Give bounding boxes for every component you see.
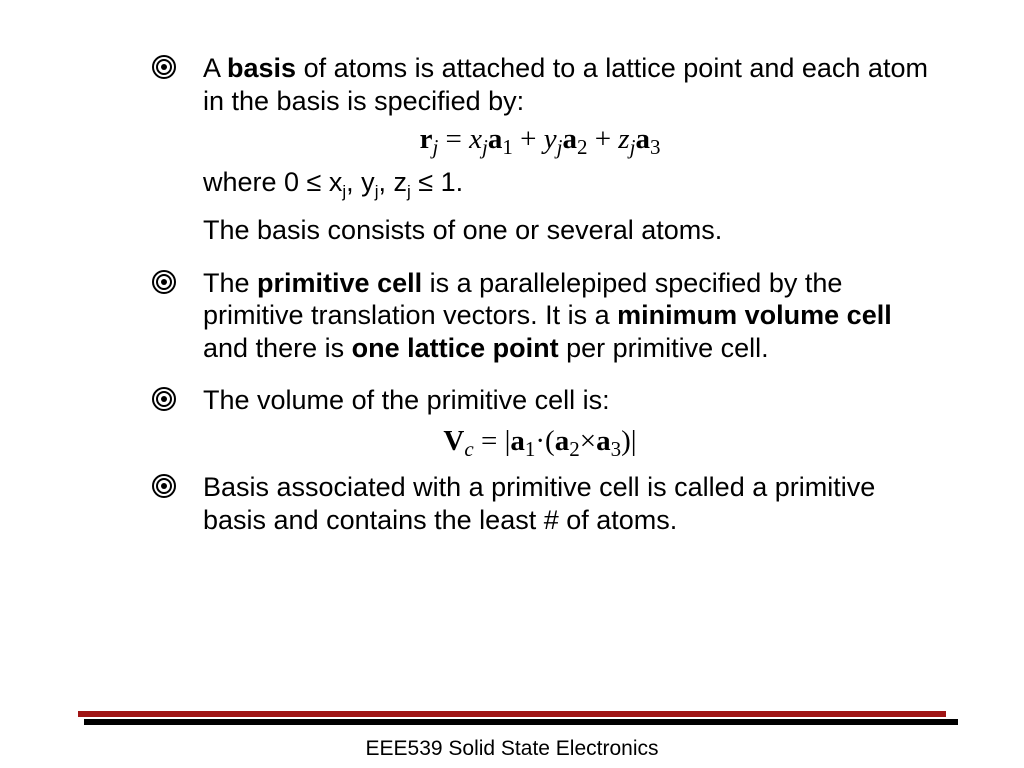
a-vector: a [635, 123, 650, 155]
text: and there is [203, 332, 352, 363]
footer-black-rule [84, 719, 958, 725]
sub-2: 2 [569, 436, 580, 461]
text: per primitive cell. [558, 332, 769, 363]
z-var: z [618, 123, 630, 155]
y-var: y [543, 123, 557, 155]
sub-2: 2 [576, 135, 588, 159]
sub-j: j [342, 181, 347, 201]
where-line [150, 166, 930, 199]
text: , z [378, 166, 407, 197]
left-paren: ( [545, 424, 555, 457]
equation-basis-position [150, 123, 930, 159]
sub-1: 1 [502, 135, 513, 159]
concentric-circle-bullet-icon [150, 268, 178, 296]
a-vector: a [487, 123, 503, 155]
bullet-primitive-cell [150, 267, 930, 365]
plus: + [512, 123, 544, 155]
sub-1: 1 [524, 436, 536, 461]
text: The [203, 267, 258, 298]
dot: · [535, 424, 546, 457]
text: Basis associated with a primitive cell is called a primitive basis and contains the least # of atoms. [203, 472, 876, 535]
a-vector: a [562, 123, 577, 155]
r-vector: r [419, 123, 433, 155]
concentric-circle-bullet-icon [150, 472, 178, 500]
term-basis: basis [227, 53, 297, 83]
text: is a parallelepiped specified by the primitive translation vectors. It is a [203, 267, 843, 330]
equation-cell-volume [150, 424, 930, 461]
slide-content [150, 52, 930, 536]
sub-3: 3 [649, 135, 661, 159]
abs-bar: | [630, 424, 637, 457]
sub-3: 3 [610, 436, 622, 461]
sub-j: j [556, 135, 563, 159]
a-vector: a [596, 424, 611, 457]
bullet-volume [150, 384, 930, 417]
concentric-circle-bullet-icon [150, 385, 178, 413]
text: A [203, 53, 228, 83]
sub-j: j [374, 181, 379, 201]
sub-j: j [482, 135, 488, 159]
term-minimum-volume-cell: minimum volume cell [617, 300, 892, 330]
footer-red-rule [78, 711, 946, 717]
text: ≤ 1. [410, 166, 464, 197]
x-var: x [469, 123, 483, 155]
sub-j: j [629, 135, 636, 159]
V-symbol: V [443, 424, 465, 457]
text: of atoms is attached to a lattice point and each atom in the basis is specified by: [203, 53, 928, 116]
basis-consists-line: The basis consists of one or several atoms. [203, 215, 723, 245]
sub-j: j [406, 181, 411, 201]
text: , y [346, 166, 375, 197]
sub-c: c [464, 436, 474, 461]
plus: + [587, 123, 619, 155]
bullet-primitive-basis [150, 471, 930, 536]
right-paren: ) [621, 424, 631, 457]
equals: = [473, 424, 505, 457]
footer-course-title: EEE539 Solid State Electronics [365, 737, 659, 760]
term-primitive-cell: primitive cell [257, 267, 423, 298]
a-vector: a [510, 424, 525, 457]
text: The volume of the primitive cell is: [203, 385, 610, 415]
sub-j: j [432, 135, 439, 159]
a-vector: a [554, 424, 570, 457]
times: × [579, 424, 597, 457]
abs-bar: | [504, 424, 511, 457]
bullet-basis [150, 52, 930, 117]
concentric-circle-bullet-icon [150, 53, 178, 81]
equals: = [438, 123, 470, 155]
term-one-lattice-point: one lattice point [351, 332, 559, 363]
text: where 0 ≤ x [203, 166, 343, 197]
